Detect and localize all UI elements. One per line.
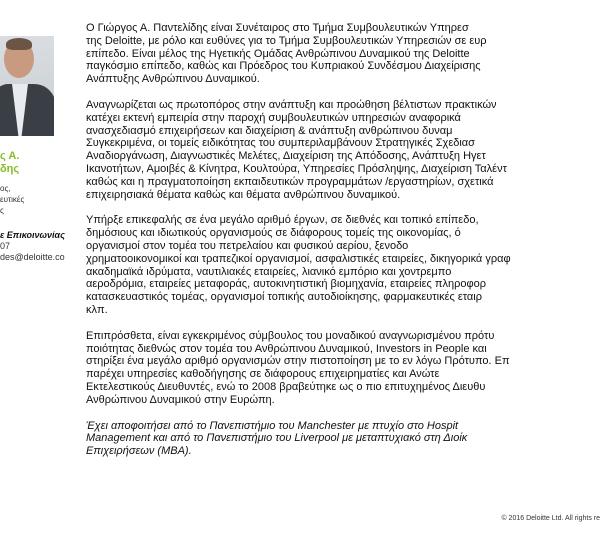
sidebar-name: ς Α. δης [0,150,20,175]
sidebar-contact-label: ε Επικοινωνίας [0,230,65,240]
bio-paragraph-intro: Ο Γιώργος Α. Παντελίδης είναι Συνέταιρος στο Τμήμα Συμβουλευτικών Υπηρεσ της Deloitte, με ρόλο και ευθύνες για το Τμήμα Συμβουλευτικών Υπηρεσιών σε ευρ επίπεδο. Είναι μέλος της Ηγετικής Ομάδας Ανθρώπινου Δυναμικού της Deloitte παγκόσμιο επίπεδο, καθώς και Πρόεδρος του Κυπριακού Συνδέσμου Διαχείρισης Ανάπτυξης Ανθρώπινου Δυναμικού. [86,22,487,86]
sidebar-phone: 07 [0,241,11,251]
bio-content [86,22,600,522]
bio-paragraph-expertise: Αναγνωρίζεται ως πρωτοπόρος στην ανάπτυξη και προώθηση βέλτιστων πρακτικών κατέχει εκτενή εμπειρία στην παροχή συμβουλευτικών υπηρεσιών αναφορικά ανασχεδιασμό επιχειρήσεων και διαχείριση & ανάπτυξη ανθρώπινου δυναμ Συγκεκριμένα, οι τομείς ειδικότητας του συμπεριλαμβάνουν Στρατηγικές Σχεδιασ Αναδιοργάνωση, Διαγνωστικές Μελέτες, Διαχείριση της Απόδοσης, Ανάπτυξη Ηγετ Ικανοτήτων, Αμοιβές & Κίνητρα, Κουλτούρα, Υπηρεσίες Πρόσληψης, Διαχείριση Ταλέντ καθώς και η πραγματοποίηση εκπαιδευτικών προγραμμάτων /εργαστηρίων, σχετικά επιχειρησιακά θέματα καθώς και θέματα ανθρώπινου δυναμικού. [86,98,507,201]
bio-paragraph-certification: Επιπρόσθετα, είναι εγκεκριμένος σύμβουλος του μοναδικού αναγνωρισμένου πρότυ ποιότητας διεθνώς στον τομέα του Ανθρώπινου Δυναμικού, Investors in People και στηρίξει ένα μεγάλο αριθμό οργανισμών στην πιστοποίηση με το εν λόγω Πρότυπο. Επ παρέχει υπηρεσίες καθοδήγησης σε διάφορους επιχειρηματίες και Ανώτε Εκτελεστικούς Διευθυντές, ενώ το 2008 βραβεύτηκε ως ο πιο επιτυχημένος Διευθυ Ανθρώπινου Δυναμικού στην Ευρώπη. [86,329,510,406]
photo-hair [6,38,32,50]
sidebar-role: ος, ευτικές ς [0,184,25,215]
sidebar-email-link[interactable]: des@deloitte.co [0,252,65,262]
profile-photo [0,36,54,136]
bio-paragraph-projects: Υπήρξε επικεφαλής σε ένα μεγάλο αριθμό έργων, σε διεθνές και τοπικό επίπεδο, δημόσιους και ιδιωτικούς οργανισμούς σε διάφορους τομείς της οικονομίας, ό οργανισμοί στον τομέα του πετρελαίου και φυσικού αερίου, ξενοδο χρηματοοικονομικοί και τραπεζικοί οργανισμοί, ασφαλιστικές εταιρείες, δικηγορικά γραφ ακαδημαϊκά ιδρύματα, ναυτιλιακές εταιρείες, λιανικό εμπόριο και χοντρεμπο αεροδρόμια, εταιρείες μεταφοράς, αυτοκινητιστική βιομηχανία, εταιρείες πληροφορ κατασκευαστικός τομέας, οργανισμοί τοπικής αυτοδιοίκησης, φαρμακευτικές εταιρ κλπ. [86,214,511,316]
profile-sidebar [0,0,80,536]
copyright-footer: © 2016 Deloitte Ltd. All rights re [501,515,600,522]
bio-paragraph-education: Έχει αποφοιτήσει από το Πανεπιστήμιο του Manchester με πτυχίο στο Hospit Management και από το Πανεπιστήμιο του Liverpool με μεταπτυχιακό στη Διοίκ Επιχειρήσεων (ΜΒΑ). [86,419,468,458]
